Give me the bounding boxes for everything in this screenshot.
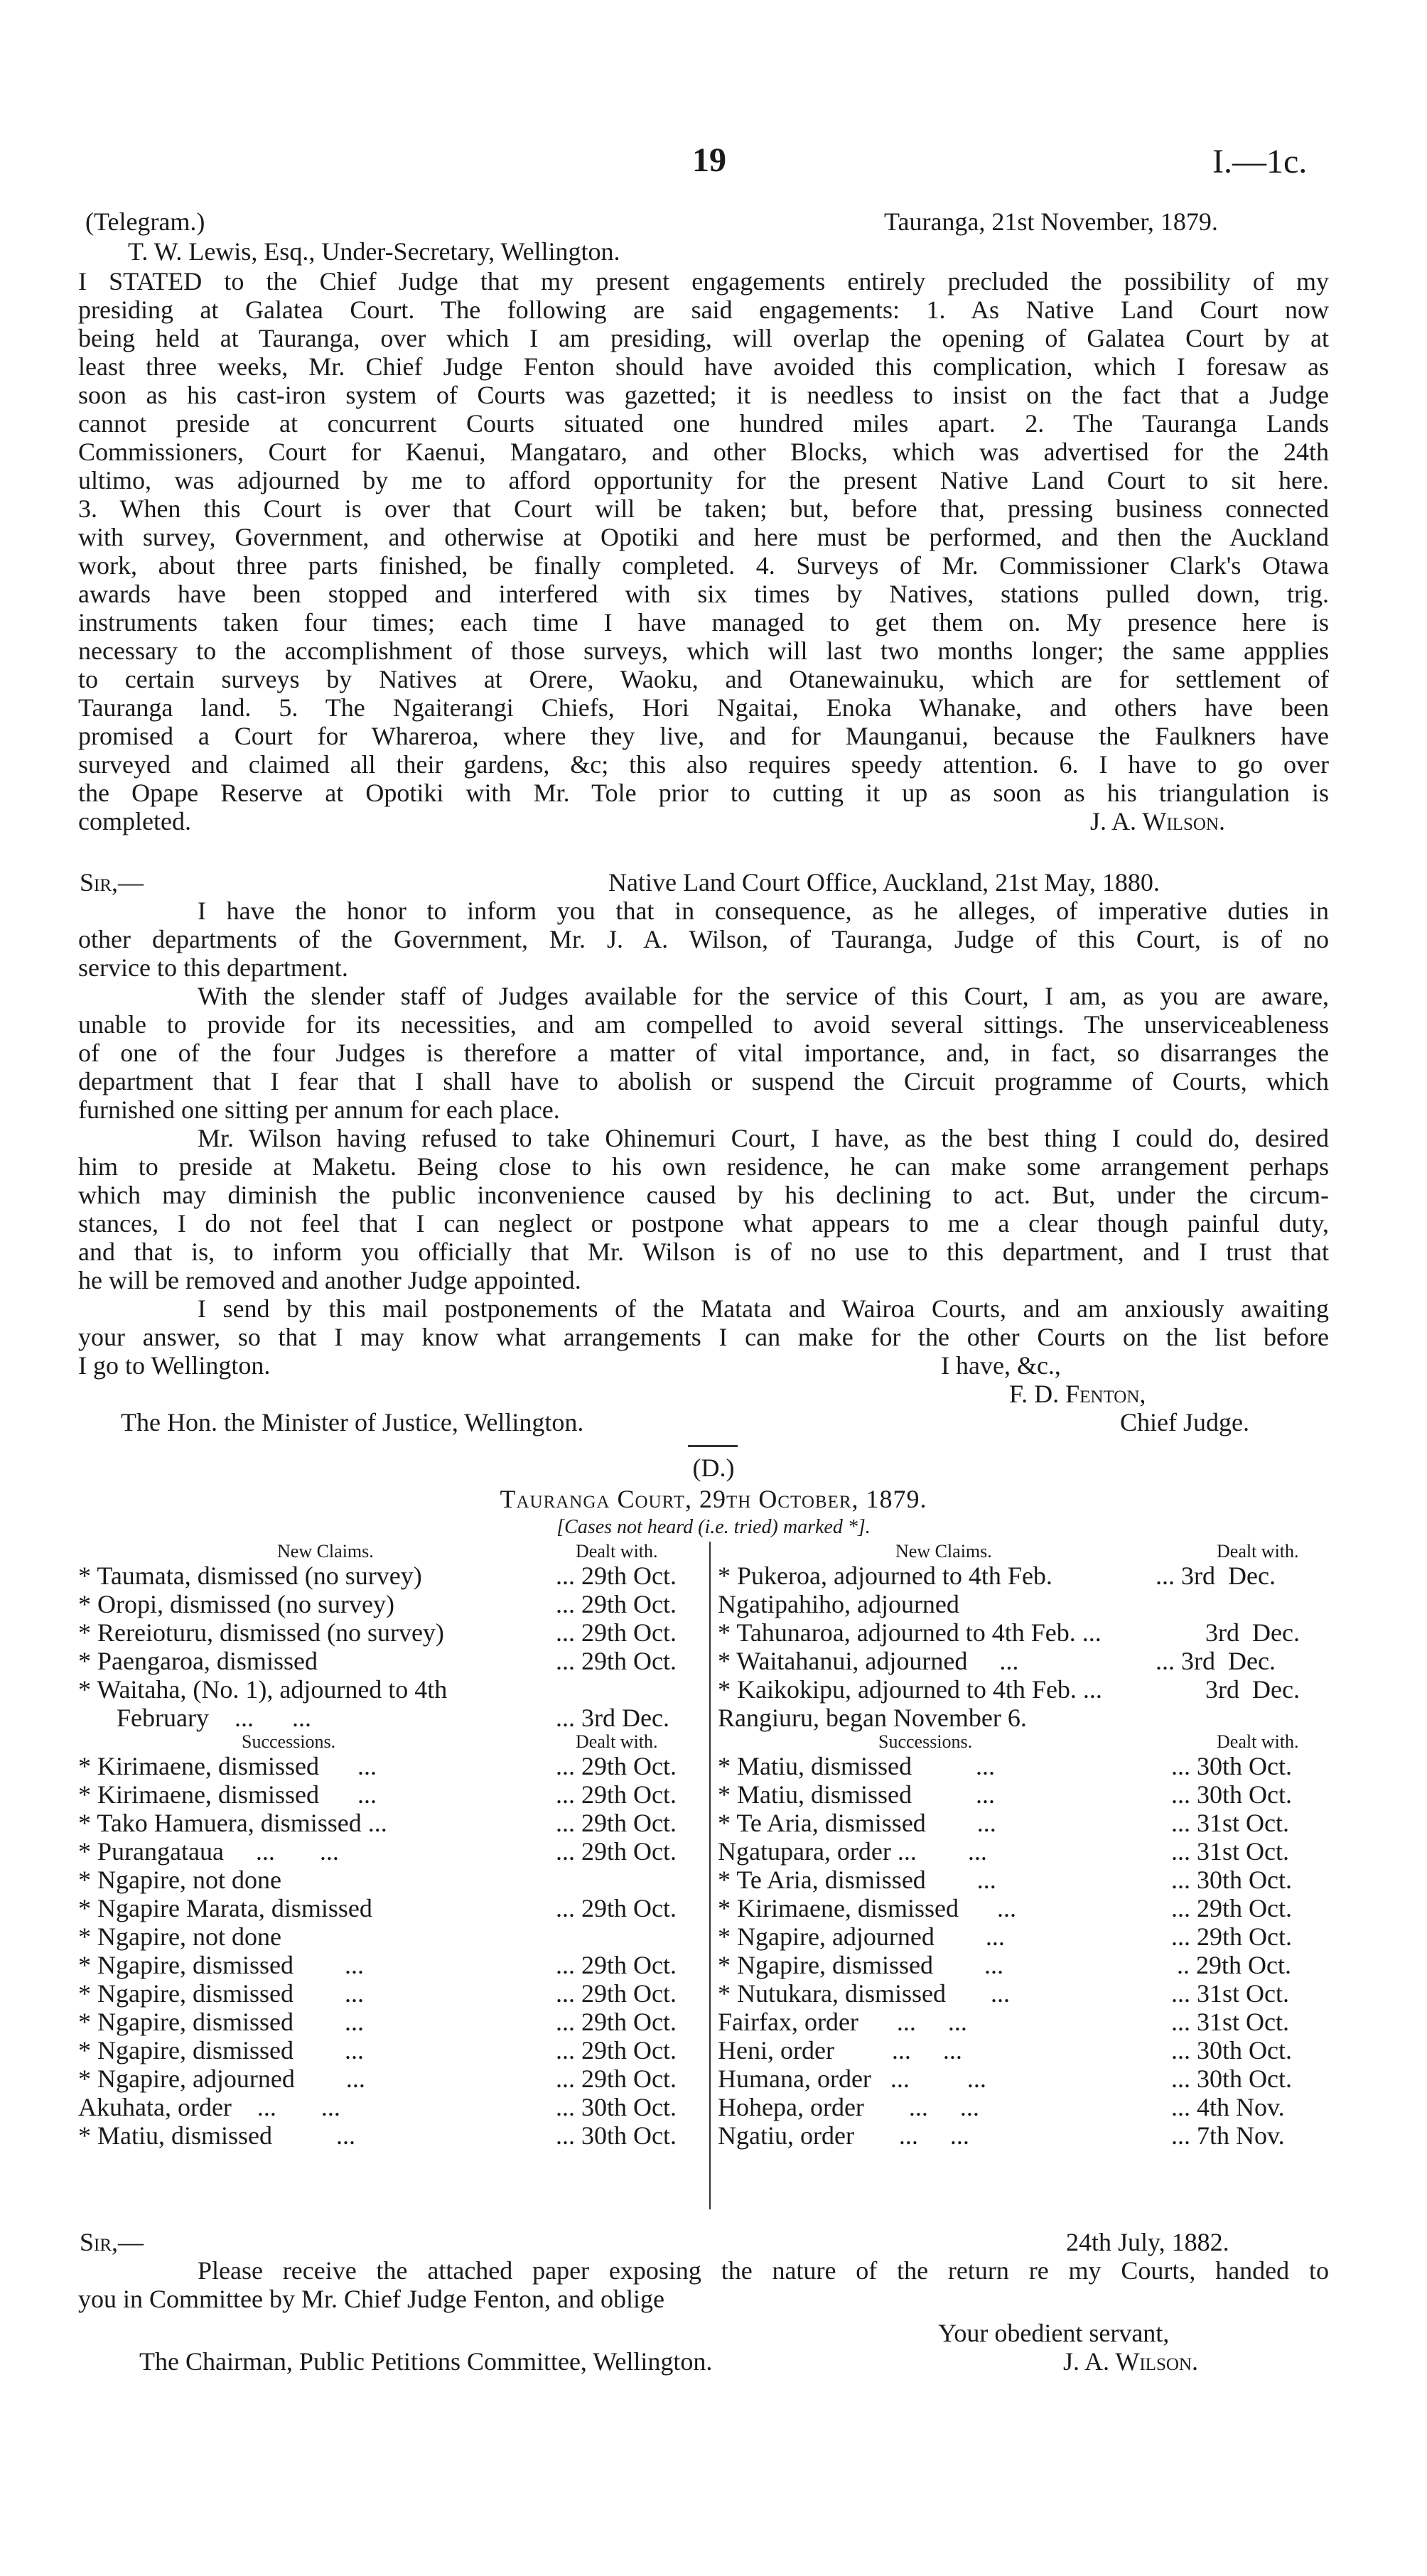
case-name: * Ngapire, dismissed ... [78, 1979, 364, 2008]
dealt-with-header: Dealt with. [1217, 1731, 1299, 1752]
case-name: * Tako Hamuera, dismissed ... [78, 1809, 387, 1837]
wilson-date: 24th July, 1882. [1066, 2228, 1229, 2256]
text-line: of one of the four Judges is therefore a matter of vital importance, and, in fact, so disarranges the [78, 1039, 1329, 1067]
text-line: your answer, so that I may know what arrangements I can make for the other Courts on the list before [78, 1323, 1329, 1351]
case-name: * Matiu, dismissed ... [78, 2121, 356, 2150]
case-date: ... 30th Oct. [556, 2121, 677, 2150]
wilson-letter-line: you in Committee by Mr. Chief Judge Fenton, and oblige [78, 2285, 664, 2313]
case-date: ... 29th Oct. [556, 1809, 677, 1837]
fenton-closing: I have, &c., [941, 1351, 1061, 1380]
table-row [78, 1866, 689, 1894]
case-date: ... 29th Oct. [556, 1780, 677, 1809]
table-row [718, 1951, 1329, 1979]
table-row [78, 1780, 689, 1809]
case-name: * Ngapire, dismissed ... [78, 2008, 364, 2036]
table-row [78, 2008, 689, 2036]
case-date: ... 30th Oct. [556, 2093, 677, 2121]
case-date: ... 29th Oct. [556, 1894, 677, 1922]
fenton-salutation: Sir,— [80, 868, 144, 897]
case-name: * Ngapire, adjourned ... [718, 1922, 1005, 1951]
case-name: * Waitahanui, adjourned ... [718, 1647, 1019, 1675]
text-line: him to preside at Maketu. Being close to his own residence, he can make some arrangement perhaps [78, 1152, 1329, 1181]
text-line: cannot preside at concurrent Courts situated one hundred miles apart. 2. The Tauranga Lands [78, 409, 1329, 438]
case-name: * Te Aria, dismissed ... [718, 1809, 996, 1837]
text-line: to certain surveys by Natives at Orere, Waoku, and Otanewainuku, which are for settlement of [78, 665, 1329, 693]
case-date: ... 29th Oct. [1171, 1922, 1292, 1951]
fenton-place-date: Native Land Court Office, Auckland, 21st May, 1880. [608, 868, 1160, 897]
table-row [718, 1894, 1329, 1922]
table-row [718, 1837, 1329, 1866]
text-line: Mr. Wilson having refused to take Ohinemuri Court, I have, as the best thing I could do, desired [198, 1124, 1329, 1152]
case-date: ... 29th Oct. [556, 1979, 677, 2008]
case-date: ... 31st Oct. [1171, 1837, 1289, 1866]
case-date: ... 3rd Dec. [1156, 1562, 1276, 1590]
telegram-signature: J. A. Wilson. [1090, 807, 1225, 835]
table-row [78, 1647, 689, 1675]
telegram-addressee: T. W. Lewis, Esq., Under-Secretary, Wellington. [128, 237, 620, 266]
case-name: * Ngapire, not done [78, 1922, 281, 1951]
table-row [718, 2121, 1329, 2150]
text-line: department that I fear that I shall have to abolish or suspend the Circuit programme of Courts, which [78, 1067, 1329, 1095]
case-date: ... 30th Oct. [1171, 2036, 1292, 2064]
case-date: .. 29th Oct. [1177, 1951, 1291, 1979]
text-line: unable to provide for its necessities, and am compelled to avoid several sittings. The unserviceableness [78, 1010, 1329, 1039]
case-name: * Ngapire, dismissed ... [78, 2036, 364, 2064]
table-row [718, 1922, 1329, 1951]
case-name: * Te Aria, dismissed ... [718, 1866, 996, 1894]
case-date: ... 29th Oct. [556, 1618, 677, 1647]
table-row [78, 1951, 689, 1979]
dealt-with-header: Dealt with. [1217, 1541, 1299, 1562]
case-name: Ngatupara, order ... ... [718, 1837, 987, 1866]
table-row [718, 2036, 1329, 2064]
text-line: I STATED to the Chief Judge that my present engagements entirely precluded the possibility of my [78, 267, 1329, 296]
text-line: with survey, Government, and otherwise at Opotiki and here must be performed, and then the Auckland [78, 523, 1329, 551]
text-line: ultimo, was adjourned by me to afford opportunity for the present Native Land Court to sit here. [78, 466, 1329, 494]
text-line: other departments of the Government, Mr. J. A. Wilson, of Tauranga, Judge of this Court, is of no [78, 925, 1329, 953]
case-name: Humana, order ... ... [718, 2064, 986, 2093]
case-name: * Ngapire, adjourned ... [78, 2064, 365, 2093]
case-date: ... 31st Oct. [1171, 1979, 1289, 2008]
table-row [78, 1618, 689, 1647]
table-row [78, 1837, 689, 1866]
case-date: ... 31st Oct. [1171, 2008, 1289, 2036]
case-date: ... 29th Oct. [556, 1647, 677, 1675]
schedule-left-column [78, 1542, 689, 2150]
text-line: I have the honor to inform you that in consequence, as he alleges, of imperative duties in [198, 897, 1329, 925]
text-line: which may diminish the public inconvenience caused by his declining to act. But, under the circum- [78, 1181, 1329, 1209]
case-name: * Purangataua ... ... [78, 1837, 339, 1866]
table-row [718, 1780, 1329, 1809]
case-date: ... 3rd Dec. [556, 1704, 669, 1732]
wilson-addressee: The Chairman, Public Petitions Committee, Wellington. [139, 2347, 713, 2376]
case-date: ... 29th Oct. [556, 2008, 677, 2036]
text-line: awards have been stopped and interfered with six times by Natives, stations pulled down, trig. [78, 580, 1329, 608]
case-name: * Ngapire, dismissed ... [718, 1951, 1003, 1979]
case-name: * Matiu, dismissed ... [718, 1752, 996, 1780]
fenton-letter-body [78, 897, 1329, 1380]
case-name: * Tahunaroa, adjourned to 4th Feb. ... [718, 1618, 1102, 1647]
case-date: ... 7th Nov. [1171, 2121, 1285, 2150]
table-row [718, 1590, 1329, 1618]
column-divider [709, 1542, 711, 2209]
case-date: ... 29th Oct. [556, 1951, 677, 1979]
dealt-with-header: Dealt with. [576, 1541, 658, 1562]
table-row [78, 1704, 689, 1732]
case-name: * Kirimaene, dismissed ... [78, 1780, 377, 1809]
telegram-body [78, 267, 1329, 807]
case-name: * Paengaroa, dismissed [78, 1647, 318, 1675]
case-date: ... 30th Oct. [1171, 1866, 1292, 1894]
text-line: work, about three parts finished, be finally completed. 4. Surveys of Mr. Commissioner Clark's Otawa [78, 551, 1329, 580]
case-date: ... 29th Oct. [556, 1590, 677, 1618]
case-name: * Nutukara, dismissed ... [718, 1979, 1010, 2008]
dealt-with-header: Dealt with. [576, 1731, 658, 1752]
text-line: the Opape Reserve at Opotiki with Mr. Tole prior to cutting it up as soon as his triangulation is [78, 779, 1329, 807]
table-row [718, 1675, 1329, 1704]
text-line: being held at Tauranga, over which I am presiding, will overlap the opening of Galatea Court by at [78, 324, 1329, 352]
successions-header: Successions. [242, 1731, 336, 1752]
case-name: * Matiu, dismissed ... [718, 1780, 996, 1809]
text-line: Tauranga land. 5. The Ngaiterangi Chiefs, Hori Ngaitai, Enoka Whanake, and others have been [78, 693, 1329, 722]
text-line: and that is, to inform you officially that Mr. Wilson is of no use to this department, and I trust that [78, 1238, 1329, 1266]
schedule-label: (D.) [692, 1454, 735, 1482]
table-row [78, 1922, 689, 1951]
case-name: Heni, order ... ... [718, 2036, 962, 2064]
text-line: soon as his cast-iron system of Courts was gazetted; it is needless to insist on the fact that a Judge [78, 381, 1329, 409]
case-name: * Kaikokipu, adjourned to 4th Feb. ... [718, 1675, 1102, 1704]
table-row [78, 1894, 689, 1922]
case-name: * Pukeroa, adjourned to 4th Feb. [718, 1562, 1052, 1590]
case-date: ... 30th Oct. [1171, 1780, 1292, 1809]
case-name: * Kirimaene, dismissed ... [78, 1752, 377, 1780]
text-line: promised a Court for Whareroa, where they live, and for Maunganui, because the Faulkners have [78, 722, 1329, 750]
fenton-title: Chief Judge. [1120, 1408, 1249, 1436]
page-number: 19 [692, 141, 726, 179]
table-row [718, 1704, 1329, 1732]
text-line: instruments taken four times; each time I have managed to get them on. My presence here is [78, 608, 1329, 637]
text-line: stances, I do not feel that I can neglect or postpone what appears to me a clear though painful duty, [78, 1209, 1329, 1238]
telegram-place-date: Tauranga, 21st November, 1879. [884, 207, 1218, 236]
table-row [78, 1979, 689, 2008]
schedule-title: Tauranga Court, 29th October, 1879. [500, 1485, 927, 1513]
table-row [78, 1752, 689, 1780]
table-row [78, 1809, 689, 1837]
table-row [718, 1647, 1329, 1675]
table-row [78, 1562, 689, 1590]
table-row [718, 1866, 1329, 1894]
case-date: ... 31st Oct. [1171, 1809, 1289, 1837]
text-line: he will be removed and another Judge appointed. [78, 1266, 581, 1294]
text-line: least three weeks, Mr. Chief Judge Fenton should have avoided this complication, which I foresaw as [78, 352, 1329, 381]
case-date: ... 29th Oct. [556, 1562, 677, 1590]
case-name: February ... ... [78, 1704, 311, 1732]
table-row [78, 2093, 689, 2121]
text-line: With the slender staff of Judges available for the service of this Court, I am, as you are aware, [198, 982, 1329, 1010]
case-name: Hohepa, order ... ... [718, 2093, 979, 2121]
case-name: * Ngapire Marata, dismissed [78, 1894, 372, 1922]
case-name: Ngatiu, order ... ... [718, 2121, 969, 2150]
schedule-right-column [718, 1542, 1329, 2150]
text-line: surveyed and claimed all their gardens, &c; this also requires speedy attention. 6. I have to go over [78, 750, 1329, 779]
case-name: * Kirimaene, dismissed ... [718, 1894, 1016, 1922]
wilson-letter-line: Please receive the attached paper exposing the nature of the return re my Courts, handed to [198, 2256, 1329, 2285]
telegram-label: (Telegram.) [85, 207, 205, 236]
case-name: * Ngapire, dismissed ... [78, 1951, 364, 1979]
text-line: I go to Wellington. [78, 1351, 271, 1380]
table-row [78, 1675, 689, 1704]
case-name: Rangiuru, began November 6. [718, 1704, 1027, 1732]
case-name: Akuhata, order ... ... [78, 2093, 340, 2121]
telegram-last-line: completed. [78, 807, 191, 835]
case-name: Ngatipahiho, adjourned [718, 1590, 959, 1618]
successions-header: Successions. [878, 1731, 973, 1752]
section-divider [688, 1445, 738, 1447]
table-row [718, 1752, 1329, 1780]
new-claims-header: New Claims. [277, 1541, 374, 1562]
case-name: * Ngapire, not done [78, 1866, 281, 1894]
schedule-note: [Cases not heard (i.e. tried) marked *]. [556, 1516, 871, 1538]
case-date: ... 29th Oct. [1171, 1894, 1292, 1922]
table-row [718, 1618, 1329, 1647]
case-name: * Rereioturu, dismissed (no survey) [78, 1618, 444, 1647]
table-row [718, 2008, 1329, 2036]
text-line: necessary to the accomplishment of those surveys, which will last two months longer; the same appplies [78, 637, 1329, 665]
wilson-closing: Your obedient servant, [938, 2319, 1170, 2347]
case-date: ... 3rd Dec. [1156, 1647, 1276, 1675]
text-line: furnished one sitting per annum for each place. [78, 1095, 560, 1124]
case-name: * Waitaha, (No. 1), adjourned to 4th [78, 1675, 448, 1704]
table-row [718, 2064, 1329, 2093]
text-line: service to this department. [78, 953, 348, 982]
case-name: * Oropi, dismissed (no survey) [78, 1590, 394, 1618]
case-name: Fairfax, order ... ... [718, 2008, 967, 2036]
document-reference: I.—1c. [1212, 143, 1308, 180]
table-row [78, 2064, 689, 2093]
wilson-salutation: Sir,— [80, 2228, 144, 2256]
case-date: ... 29th Oct. [556, 2036, 677, 2064]
table-row [718, 1809, 1329, 1837]
wilson-signature: J. A. Wilson. [1063, 2347, 1198, 2376]
fenton-signature: F. D. Fenton, [1009, 1380, 1146, 1408]
text-line: presiding at Galatea Court. The following are said engagements: 1. As Native Land Court now [78, 296, 1329, 324]
new-claims-header: New Claims. [895, 1541, 992, 1562]
table-row [718, 1979, 1329, 2008]
case-date: ... 29th Oct. [556, 1752, 677, 1780]
table-row [718, 2093, 1329, 2121]
case-date: ... 29th Oct. [556, 2064, 677, 2093]
case-date: ... 30th Oct. [1171, 2064, 1292, 2093]
case-date: 3rd Dec. [1205, 1675, 1300, 1704]
text-line: 3. When this Court is over that Court will be taken; but, before that, pressing business connected [78, 494, 1329, 523]
table-row [718, 1562, 1329, 1590]
case-date: ... 30th Oct. [1171, 1752, 1292, 1780]
table-row [78, 2036, 689, 2064]
case-name: * Taumata, dismissed (no survey) [78, 1562, 422, 1590]
case-date: ... 29th Oct. [556, 1837, 677, 1866]
fenton-addressee: The Hon. the Minister of Justice, Wellington. [121, 1408, 584, 1436]
table-row [78, 1590, 689, 1618]
text-line: I send by this mail postponements of the Matata and Wairoa Courts, and am anxiously awaiting [198, 1294, 1329, 1323]
text-line: Commissioners, Court for Kaenui, Mangataro, and other Blocks, which was advertised for the 24th [78, 438, 1329, 466]
table-row [78, 2121, 689, 2150]
case-date: 3rd Dec. [1205, 1618, 1300, 1647]
case-date: ... 4th Nov. [1171, 2093, 1285, 2121]
